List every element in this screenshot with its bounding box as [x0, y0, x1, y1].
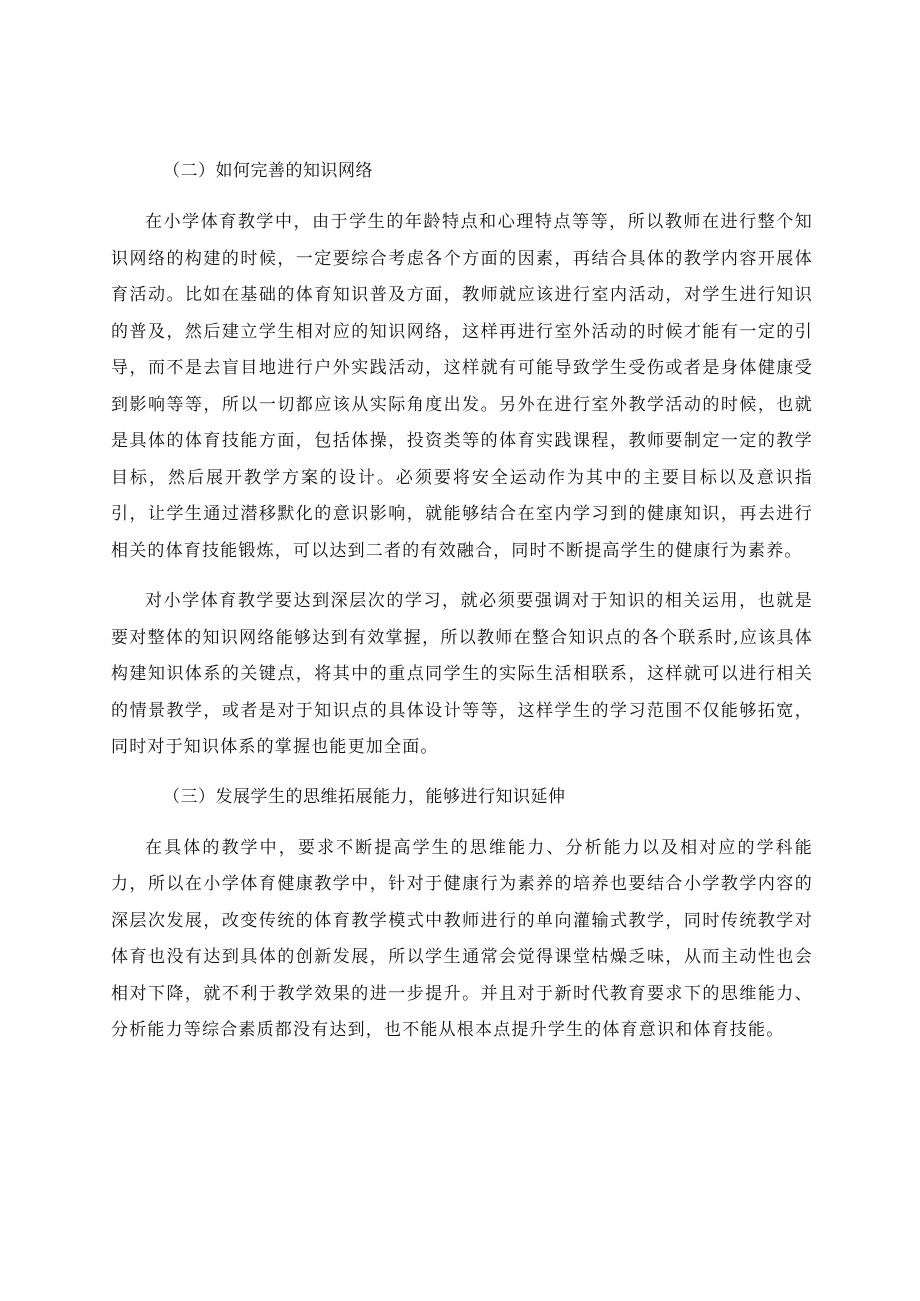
paragraph-1: 在小学体育教学中，由于学生的年龄特点和心理特点等等，所以教师在进行整个知识网络的构建的时候，一定要综合考虑各个方面的因素，再结合具体的教学内容开展体育活动。比如在基础的体育知识普及方面，教师就应该进行室内活动，对学生进行知识的普及，然后建立学生相对应的知识网络，这样再进行室外活动的时候才能有一定的引导，而不是去盲目地进行户外实践活动，这样就有可能导致学生受伤或者是身体健康受到影响等等，所以一切都应该从实际角度出发。另外在进行室外教学活动的时候，也就是具体的体育技能方面，包括体操，投资类等的体育实践课程，教师要制定一定的教学目标，然后展开教学方案的设计。必须要将安全运动作为其中的主要目标以及意识指引，让学生通过潜移默化的意识影响，就能够结合在室内学习到的健康知识，再去进行相关的体育技能锻炼，可以达到二者的有效融合，同时不断提高学生的健康行为素养。 [111, 212, 813, 561]
document-body [111, 154, 813, 1063]
section-heading-3: （三）发展学生的思维拓展能力，能够进行知识延伸 [163, 786, 566, 807]
paragraph-2: 对小学体育教学要达到深层次的学习，就必须要强调对于知识的相关运用，也就是要对整体的知识网络能够达到有效掌握，所以教师在整合知识点的各个联系时,应该具体构建知识体系的关键点，将其中的重点同学生的实际生活相联系，这样就可以进行相关的情景教学，或者是对于知识点的具体设计等等，这样学生的学习范围不仅能够拓宽，同时对于知识体系的掌握也能更加全面。 [111, 591, 813, 757]
section-heading-2: （二）如何完善的知识网络 [163, 161, 373, 181]
paragraph-3: 在具体的教学中，要求不断提高学生的思维能力、分析能力以及相对应的学科能力，所以在小学体育健康教学中，针对于健康行为素养的培养也要结合小学教学内容的深层次发展，改变传统的体育教学模式中教师进行的单向灌输式教学，同时传统教学对体育也没有达到具体的创新发展，所以学生通常会觉得课堂枯燥乏味，从而主动性也会相对下降，就不利于教学效果的进一步提升。并且对于新时代教育要求下的思维能力、分析能力等综合素质都没有达到，也不能从根本点提升学生的体育意识和体育技能。 [111, 837, 813, 1040]
